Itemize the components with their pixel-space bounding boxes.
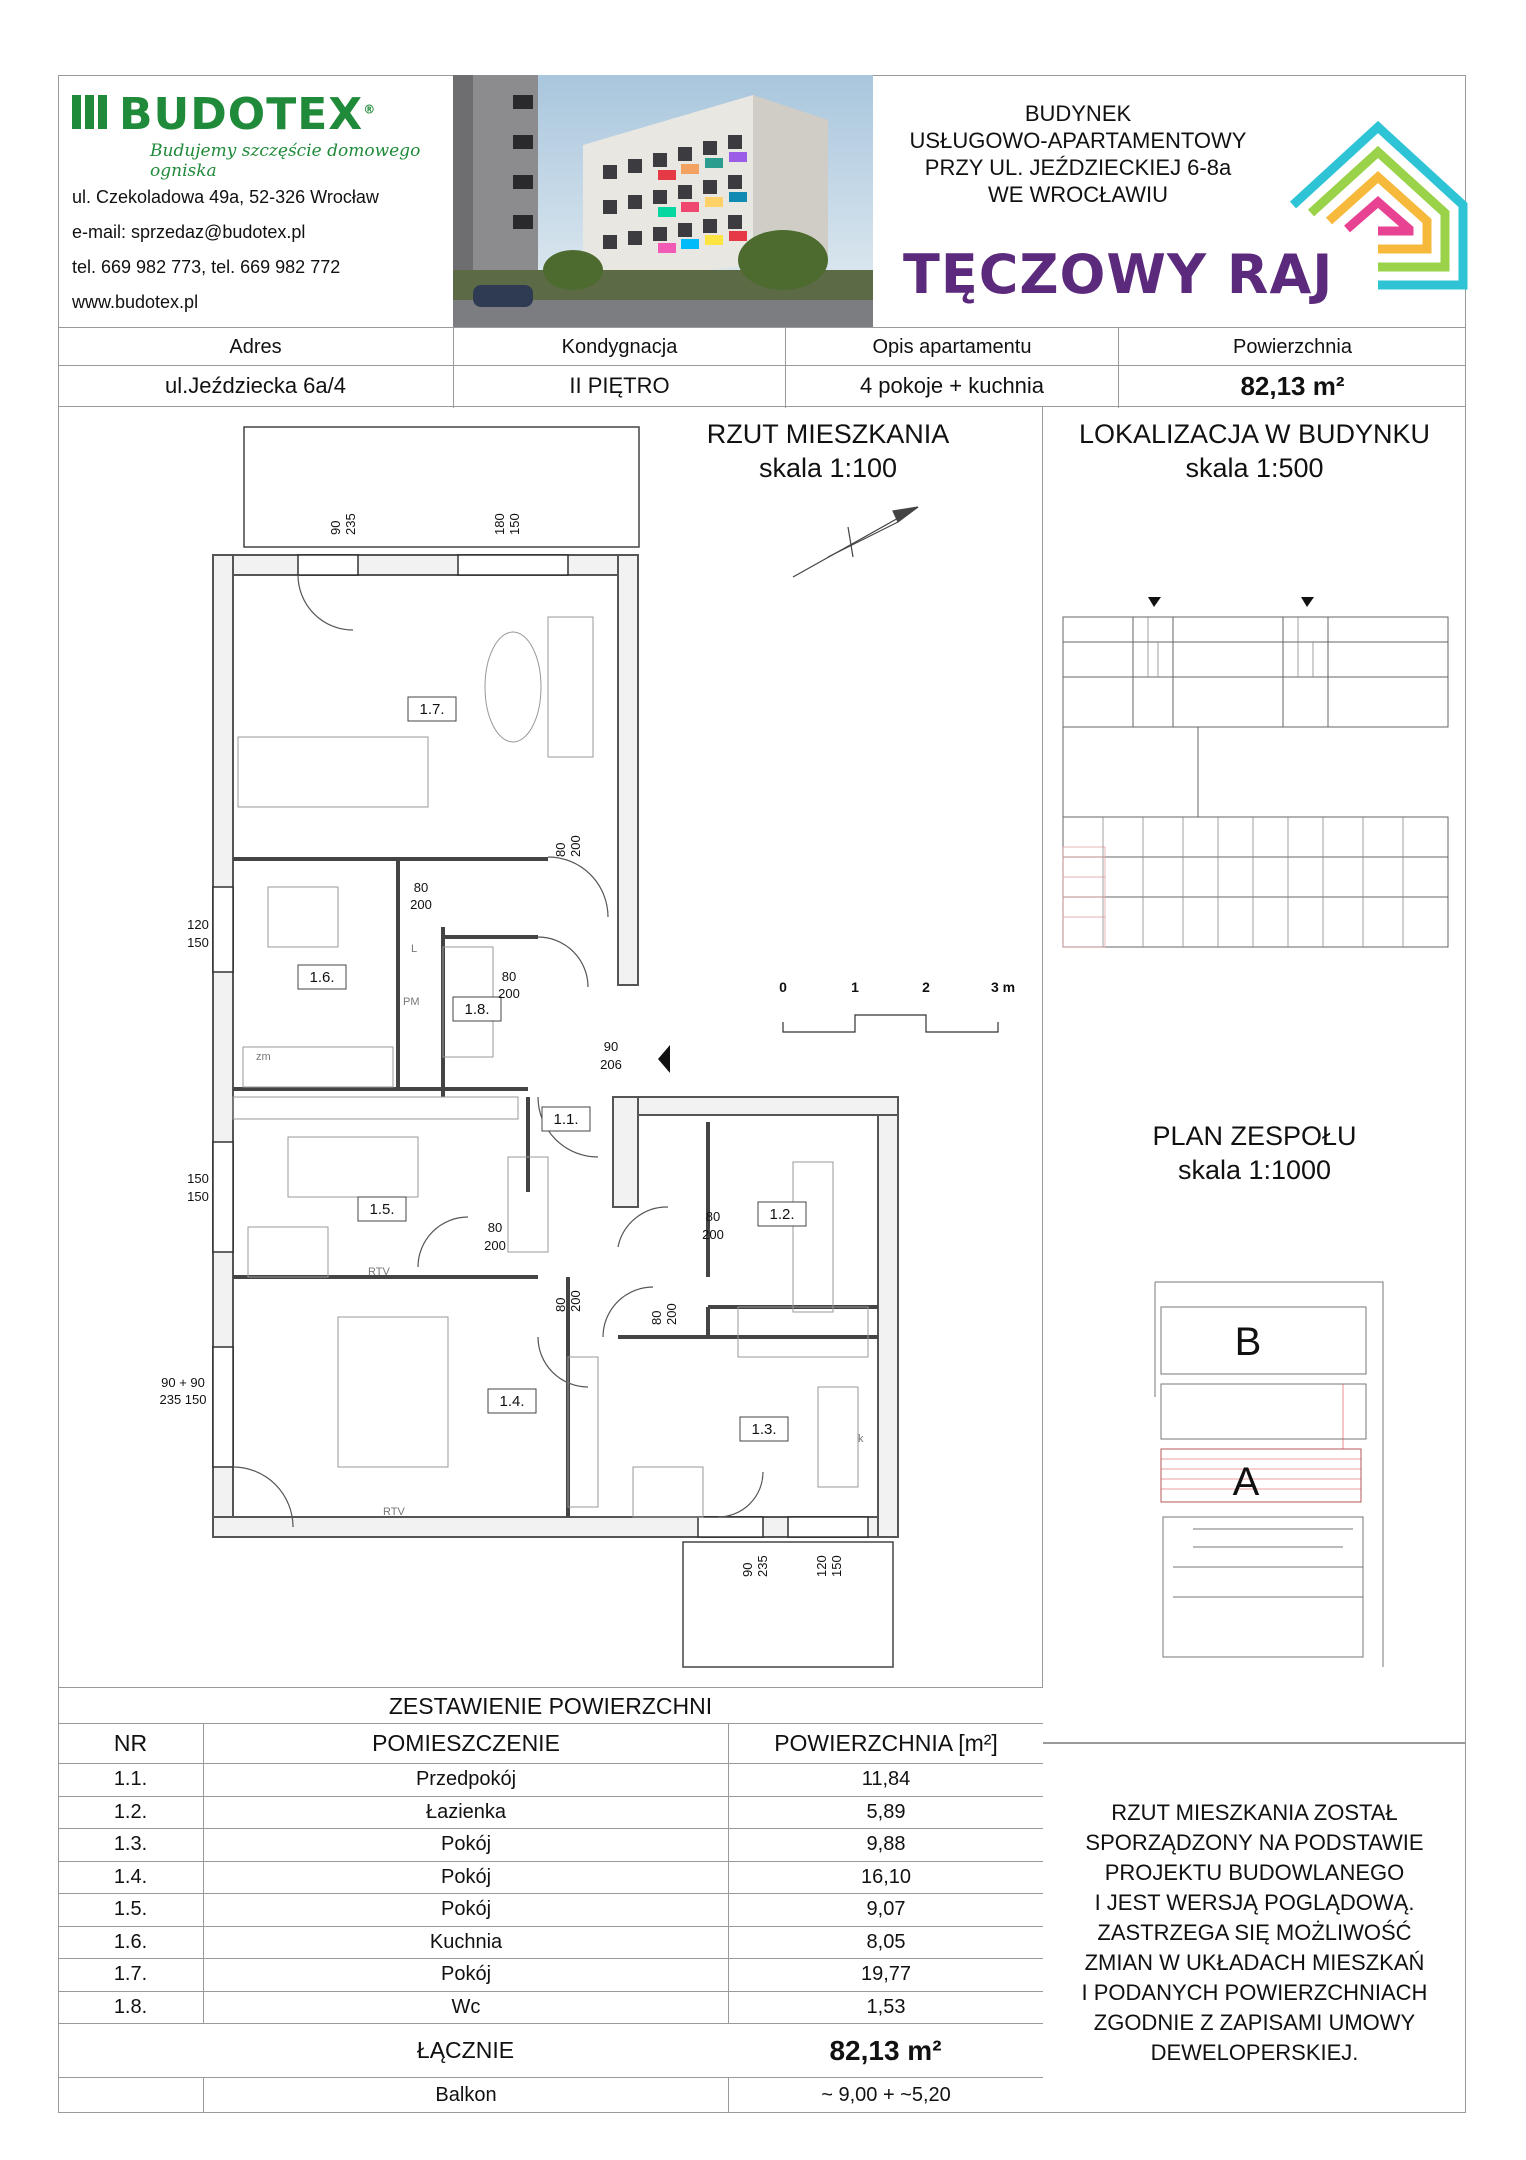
fixture-k: k <box>858 1433 864 1445</box>
svg-text:80: 80 <box>487 1220 503 1235</box>
table-row: 1.2. Łazienka 5,89 <box>58 1797 1043 1830</box>
right-separator <box>1043 1742 1466 1744</box>
room-label-1-1: 1.1. <box>553 1111 579 1128</box>
table-balcony-row: Balkon ~ 9,00 + ~5,20 <box>58 2078 1043 2112</box>
svg-text:150: 150 <box>187 1171 209 1186</box>
scale-tick-1: 1 <box>851 979 859 995</box>
svg-text:80: 80 <box>705 1209 721 1224</box>
site-plan-drawing <box>1043 1267 1466 1687</box>
svg-text:200: 200 <box>498 986 520 1001</box>
room-label-1-4: 1.4. <box>499 1393 525 1410</box>
svg-text:90: 90 <box>328 520 343 535</box>
svg-text:150: 150 <box>829 1555 844 1577</box>
room-label-1-2: 1.2. <box>769 1206 795 1223</box>
floor-plan-section <box>58 407 1043 1687</box>
north-arrow-icon <box>793 507 918 577</box>
svg-text:200: 200 <box>664 1303 679 1325</box>
svg-text:80: 80 <box>553 842 568 857</box>
svg-text:90: 90 <box>603 1039 619 1054</box>
floor-cell: Kondygnacja II PIĘTRO <box>453 328 785 408</box>
svg-text:80: 80 <box>501 969 517 984</box>
room-label-1-7: 1.7. <box>419 701 445 718</box>
floor-plan-heading: RZUT MIESZKANIA skala 1:100 <box>706 419 950 483</box>
company-phone: tel. 669 982 773, tel. 669 982 772 <box>72 257 341 277</box>
registered-mark: ® <box>363 102 377 117</box>
svg-text:80: 80 <box>649 1310 664 1325</box>
svg-text:235: 235 <box>755 1555 770 1577</box>
project-title: BUDYNEK USŁUGOWO-APARTAMENTOWY PRZY UL. JEŹDZIECKIEJ 6-8a WE WROCŁAWIU <box>909 101 1247 207</box>
rainbow-house-logo-icon <box>1283 115 1473 295</box>
fixture-zm: zm <box>256 1051 271 1063</box>
company-email: e-mail: sprzedaz@budotex.pl <box>72 222 306 242</box>
scale-bar <box>783 1015 998 1032</box>
svg-text:80: 80 <box>553 1297 568 1312</box>
fixture-rtv-2: RTV <box>383 1506 405 1518</box>
header <box>58 75 1466 327</box>
fixture-pm: PM <box>403 996 420 1008</box>
table-row: 1.8. Wc 1,53 <box>58 1992 1043 2025</box>
fixture-l: L <box>411 943 418 955</box>
table-title: ZESTAWIENIE POWIERZCHNI <box>58 1688 1043 1724</box>
svg-text:90: 90 <box>740 1562 755 1577</box>
svg-text:90 + 90: 90 + 90 <box>161 1375 205 1390</box>
room-label-1-8: 1.8. <box>464 1001 490 1018</box>
project-brand-name: TĘCZOWY RAJ <box>903 243 1334 306</box>
building-render-image <box>453 75 873 327</box>
table-total-row: ŁĄCZNIE 82,13 m² <box>58 2024 1043 2078</box>
svg-text:235: 235 <box>343 513 358 535</box>
room-label-1-6: 1.6. <box>309 969 335 986</box>
company-tagline: Budujemy szczęście domowego ogniska <box>150 141 421 181</box>
table-row: 1.5. Pokój 9,07 <box>58 1894 1043 1927</box>
site-plan-heading: PLAN ZESPOŁU skala 1:1000 <box>1152 1121 1357 1185</box>
contact-block <box>72 180 379 320</box>
scale-tick-3: 3 m <box>990 979 1016 995</box>
address-cell: Adres ul.Jeździecka 6a/4 <box>58 328 453 408</box>
company-address: ul. Czekoladowa 49a, 52-326 Wrocław <box>72 187 379 207</box>
fixture-rtv-1: RTV <box>368 1266 390 1278</box>
area-summary-table <box>58 1687 1043 2112</box>
table-row: 1.3. Pokój 9,88 <box>58 1829 1043 1862</box>
company-name: BUDOTEX <box>119 89 364 140</box>
area-cell: Powierzchnia 82,13 m² <box>1118 328 1466 408</box>
building-b-label: B <box>1234 1320 1262 1364</box>
entry-arrow-icon <box>658 1045 670 1073</box>
svg-text:200: 200 <box>568 835 583 857</box>
svg-text:235 150: 235 150 <box>159 1392 207 1407</box>
logo-bars-icon <box>72 89 111 140</box>
scale-tick-0: 0 <box>779 979 787 995</box>
room-label-1-5: 1.5. <box>369 1201 395 1218</box>
svg-text:200: 200 <box>702 1227 724 1242</box>
svg-text:206: 206 <box>600 1057 622 1072</box>
table-row: 1.6. Kuchnia 8,05 <box>58 1927 1043 1960</box>
svg-text:120: 120 <box>187 917 209 932</box>
floor-plan-drawing <box>58 407 1043 1687</box>
disclaimer-note: RZUT MIESZKANIA ZOSTAŁ SPORZĄDZONY NA PODSTAWIE PROJEKTU BUDOWLANEGO I JEST WERSJĄ POGLĄDOWĄ. ZASTRZEGA SIĘ MOŻLIWOŚĆ ZMIAN W UKŁADACH MIESZKAŃ I PODANYCH POWIERZCHNIACH ZGODNIE Z ZAPISAMI UMOWY DEWELOPERSKIEJ. <box>1081 1800 1428 2065</box>
location-heading: LOKALIZACJA W BUDYNKU skala 1:500 <box>1078 419 1431 483</box>
table-row: 1.1. Przedpokój 11,84 <box>58 1764 1043 1797</box>
svg-text:200: 200 <box>568 1290 583 1312</box>
table-header-row: NR POMIESZCZENIE POWIERZCHNIA [m²] <box>58 1724 1043 1764</box>
svg-text:80: 80 <box>413 880 429 895</box>
svg-text:150: 150 <box>187 935 209 950</box>
svg-text:120: 120 <box>814 1555 829 1577</box>
scale-tick-2: 2 <box>922 979 930 995</box>
table-row: 1.7. Pokój 19,77 <box>58 1959 1043 1992</box>
description-cell: Opis apartamentu 4 pokoje + kuchnia <box>785 328 1118 408</box>
building-a-label: A <box>1232 1460 1260 1504</box>
company-logo <box>72 89 452 181</box>
svg-text:200: 200 <box>484 1238 506 1253</box>
svg-text:180: 180 <box>492 513 507 535</box>
table-row: 1.4. Pokój 16,10 <box>58 1862 1043 1895</box>
company-website: www.budotex.pl <box>72 292 199 312</box>
apartment-info-row <box>58 327 1466 407</box>
svg-text:150: 150 <box>187 1189 209 1204</box>
svg-text:200: 200 <box>410 897 432 912</box>
building-location-plan <box>1043 597 1466 1017</box>
room-label-1-3: 1.3. <box>751 1421 777 1438</box>
svg-text:150: 150 <box>507 513 522 535</box>
